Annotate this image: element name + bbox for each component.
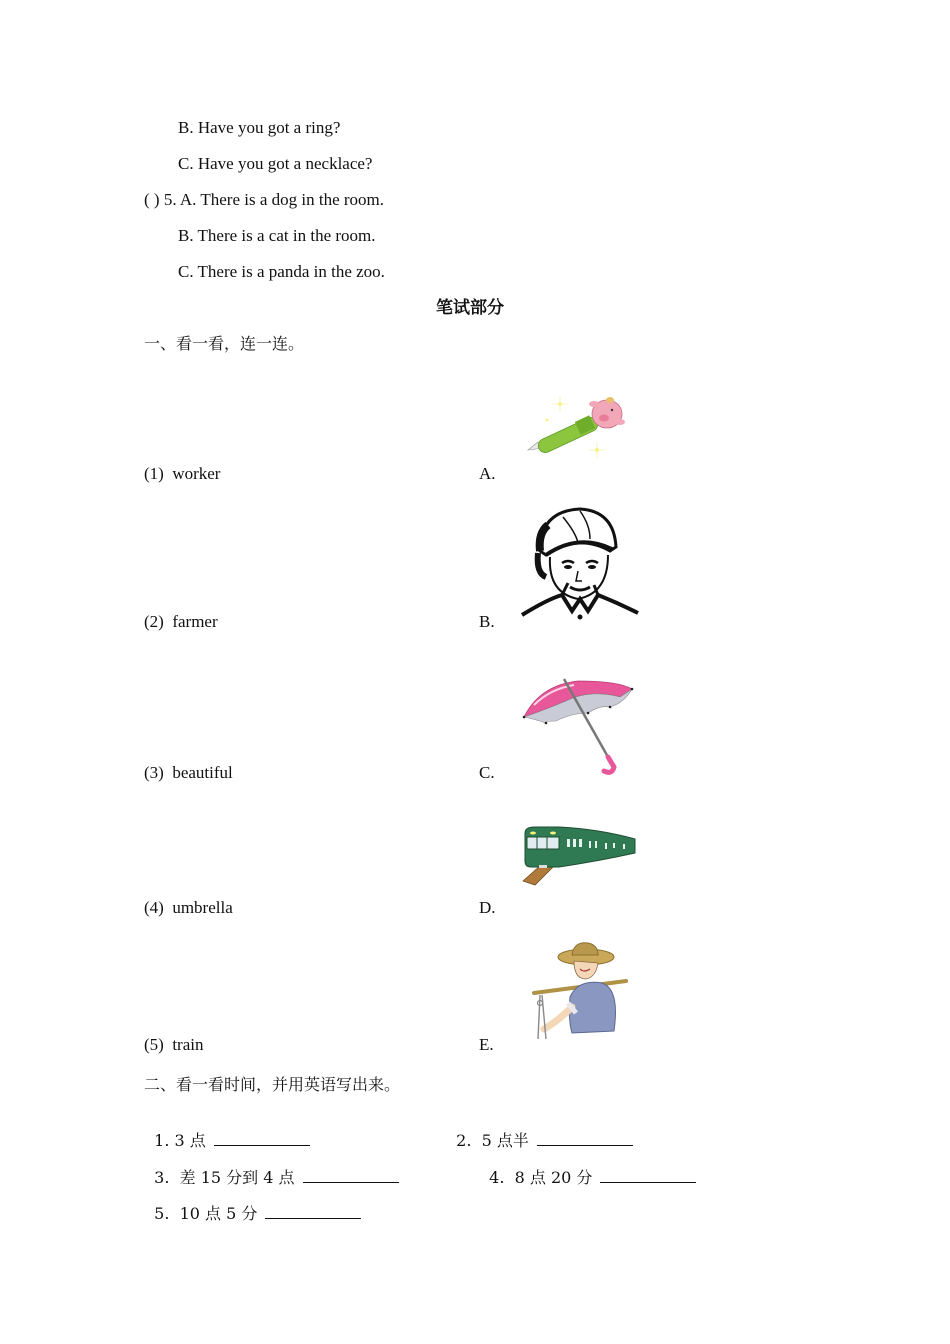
answer-blank-2[interactable]	[537, 1131, 633, 1146]
time-item-5	[144, 1184, 361, 1224]
time-item-2	[446, 1111, 633, 1151]
q4-option-b: B. Have you got a ring?	[178, 118, 341, 137]
answer-blank-4[interactable]	[600, 1168, 696, 1183]
picture-label-b: B.	[479, 612, 495, 631]
worker-helmet-icon	[518, 503, 640, 623]
time-item-4	[479, 1148, 696, 1188]
word-item-4: (4) umbrella	[144, 898, 233, 917]
part2-instruction: 二、看一看时间，并用英语写出来。	[144, 1075, 401, 1094]
train-icon	[519, 825, 639, 891]
word-item-5: (5) train	[144, 1035, 204, 1054]
pig-pen-icon	[522, 392, 634, 460]
picture-label-e: E.	[479, 1035, 494, 1054]
picture-label-d: D.	[479, 898, 496, 917]
word-item-1: (1) worker	[144, 464, 221, 483]
word-item-2: (2) farmer	[144, 612, 218, 631]
picture-label-c: C.	[479, 763, 495, 782]
time-item-3-label: 3. 差 15 分到 4 点	[154, 1168, 295, 1187]
time-item-4-label: 4. 8 点 20 分	[489, 1168, 593, 1187]
time-item-5-label: 5. 10 点 5 分	[154, 1204, 258, 1223]
farmer-icon	[528, 941, 628, 1041]
q5-option-b: B. There is a cat in the room.	[178, 226, 376, 245]
section-title: 笔试部分	[436, 298, 504, 318]
q5-option-c: C. There is a panda in the zoo.	[178, 262, 385, 281]
picture-label-a: A.	[479, 464, 496, 483]
q4-option-c: C. Have you got a necklace?	[178, 154, 373, 173]
answer-blank-1[interactable]	[214, 1131, 310, 1146]
time-item-1	[144, 1111, 310, 1151]
word-item-3: (3) beautiful	[144, 763, 233, 782]
answer-blank-3[interactable]	[303, 1168, 399, 1183]
time-item-3	[144, 1148, 399, 1188]
q5-option-a: ( ) 5. A. There is a dog in the room.	[144, 190, 385, 209]
umbrella-icon	[520, 675, 636, 775]
answer-blank-5[interactable]	[265, 1204, 361, 1219]
part1-instruction: 一、看一看，连一连。	[144, 334, 305, 353]
time-item-2-label: 2. 5 点半	[456, 1131, 529, 1150]
time-item-1-label: 1. 3 点	[154, 1131, 206, 1150]
